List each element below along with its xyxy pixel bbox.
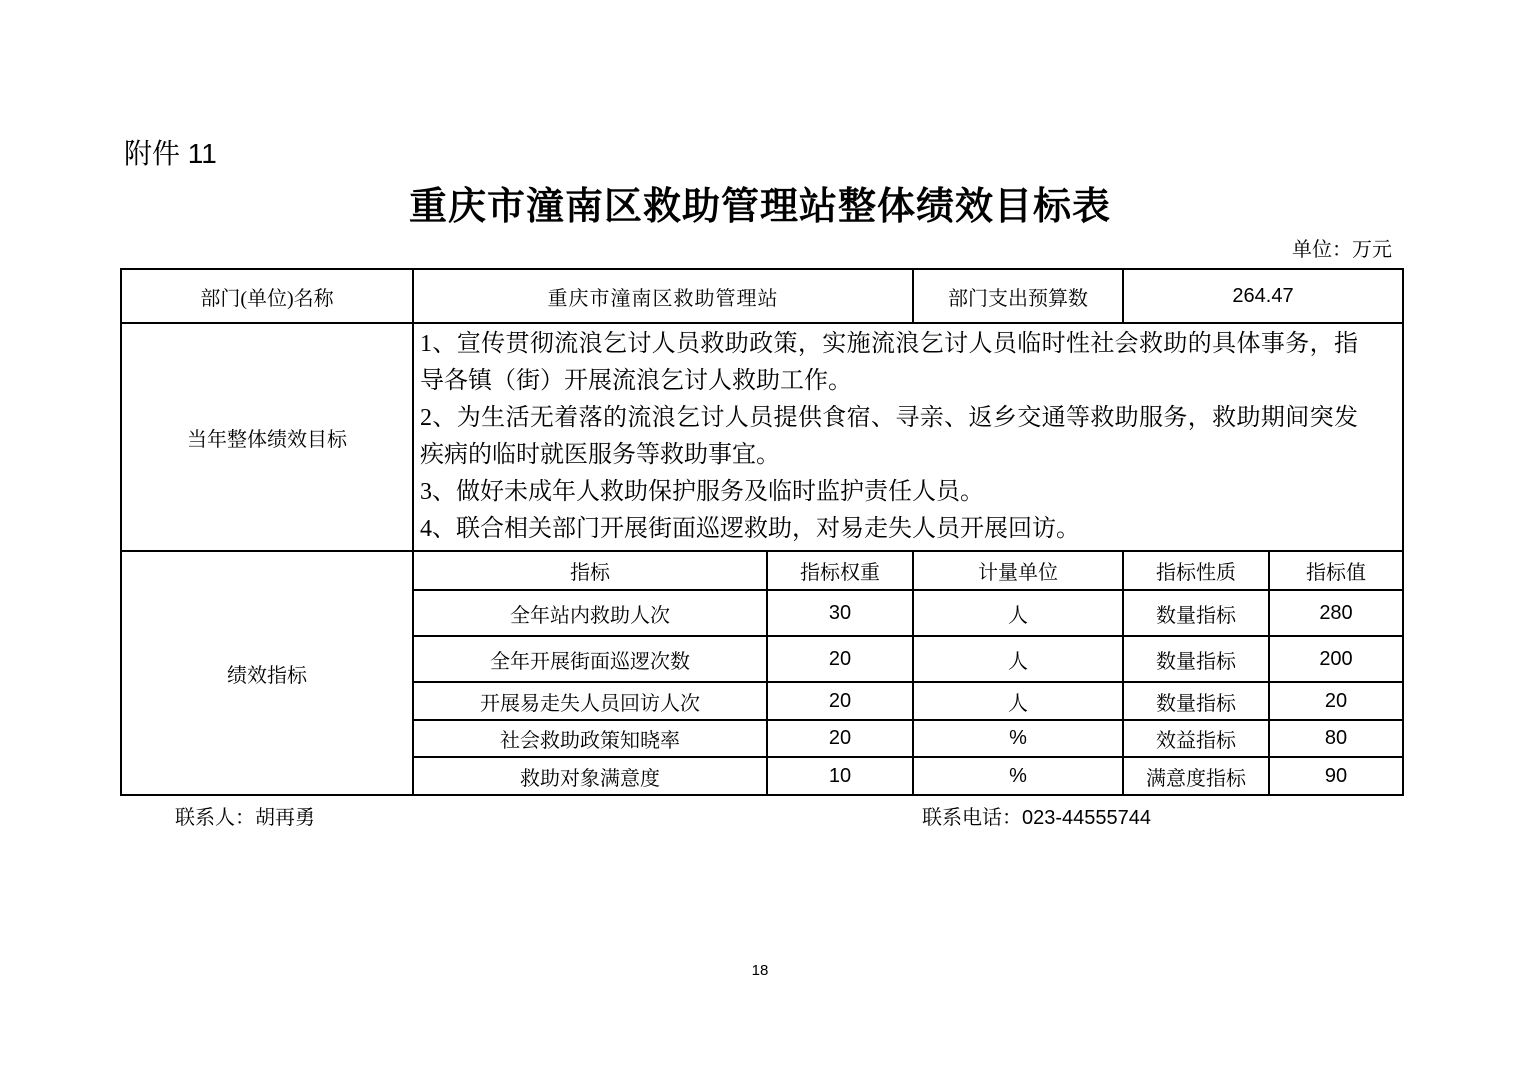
- indicator-weight-cell: 30: [767, 590, 913, 636]
- page-number: 18: [751, 962, 769, 979]
- table-row-goals: [121, 323, 1403, 551]
- indicator-value-cell: 20: [1269, 682, 1403, 720]
- indicator-weight-cell: 20: [767, 720, 913, 757]
- goal-line: 3、做好未成年人救助保护服务及临时监护责任人员。: [420, 479, 984, 505]
- indicator-value-cell: 90: [1269, 757, 1403, 795]
- indicator-weight-cell: 20: [767, 682, 913, 720]
- goal-text-cell: [413, 323, 1403, 551]
- indicator-name-cell: 救助对象满意度: [413, 757, 767, 795]
- contact-name: 胡再勇: [255, 807, 315, 829]
- indicator-type-cell: 效益指标: [1123, 720, 1269, 757]
- indicator-unit-cell: 人: [913, 636, 1123, 682]
- indicator-weight-cell: 20: [767, 636, 913, 682]
- dept-name-value-cell: 重庆市潼南区救助管理站: [413, 269, 913, 323]
- indicator-header-cell: 指标: [413, 551, 767, 590]
- indicator-header-cell: 指标性质: [1123, 551, 1269, 590]
- table-row-department: [121, 269, 1403, 323]
- budget-value-cell: 264.47: [1123, 269, 1403, 323]
- indicator-type-cell: 数量指标: [1123, 590, 1269, 636]
- indicator-unit-cell: %: [913, 720, 1123, 757]
- page-title: 重庆市潼南区救助管理站整体绩效目标表: [408, 186, 1111, 228]
- indicator-type-cell: 数量指标: [1123, 636, 1269, 682]
- performance-target-table: [120, 268, 1404, 796]
- unit-note: 单位：万元: [1292, 239, 1392, 261]
- indicator-name-cell: 社会救助政策知晓率: [413, 720, 767, 757]
- dept-name-label-cell: 部门(单位)名称: [121, 269, 413, 323]
- indicator-name-cell: 全年开展街面巡逻次数: [413, 636, 767, 682]
- indicator-name-cell: 开展易走失人员回访人次: [413, 682, 767, 720]
- indicator-header-cell: 指标权重: [767, 551, 913, 590]
- goal-line: 4、联合相关部门开展街面巡逻救助，对易走失人员开展回访。: [420, 516, 1080, 542]
- indicator-unit-cell: 人: [913, 682, 1123, 720]
- indicator-value-cell: 280: [1269, 590, 1403, 636]
- goal-line: 2、为生活无着落的流浪乞讨人员提供食宿、寻亲、返乡交通等救助服务，救助期间突发疾病的临时就医服务等救助事宜。: [420, 405, 1358, 468]
- goal-label-cell: 当年整体绩效目标: [121, 323, 413, 551]
- indicator-header-cell: 计量单位: [913, 551, 1123, 590]
- indicator-unit-cell: %: [913, 757, 1123, 795]
- indicator-weight-cell: 10: [767, 757, 913, 795]
- contact-label: 联系人：: [175, 807, 255, 829]
- indicator-value-cell: 200: [1269, 636, 1403, 682]
- goal-line: 1、宣传贯彻流浪乞讨人员救助政策，实施流浪乞讨人员临时性社会救助的具体事务，指导各镇（街）开展流浪乞讨人救助工作。: [420, 331, 1358, 394]
- indicator-unit-cell: 人: [913, 590, 1123, 636]
- contact-phone: [922, 801, 1151, 830]
- phone-label: 联系电话：: [922, 807, 1022, 829]
- goal-text: [420, 326, 1358, 548]
- indicator-type-cell: 数量指标: [1123, 682, 1269, 720]
- indicator-type-cell: 满意度指标: [1123, 757, 1269, 795]
- phone-number: 023-44555744: [1022, 807, 1152, 829]
- budget-label-cell: 部门支出预算数: [913, 269, 1123, 323]
- indicator-value-cell: 80: [1269, 720, 1403, 757]
- indicators-label-cell: 绩效指标: [121, 551, 413, 795]
- indicator-name-cell: 全年站内救助人次: [413, 590, 767, 636]
- indicator-header-row: [121, 551, 1403, 590]
- indicator-header-cell: 指标值: [1269, 551, 1403, 590]
- contact-person: [175, 801, 315, 830]
- attachment-label: 附件 11: [124, 138, 217, 169]
